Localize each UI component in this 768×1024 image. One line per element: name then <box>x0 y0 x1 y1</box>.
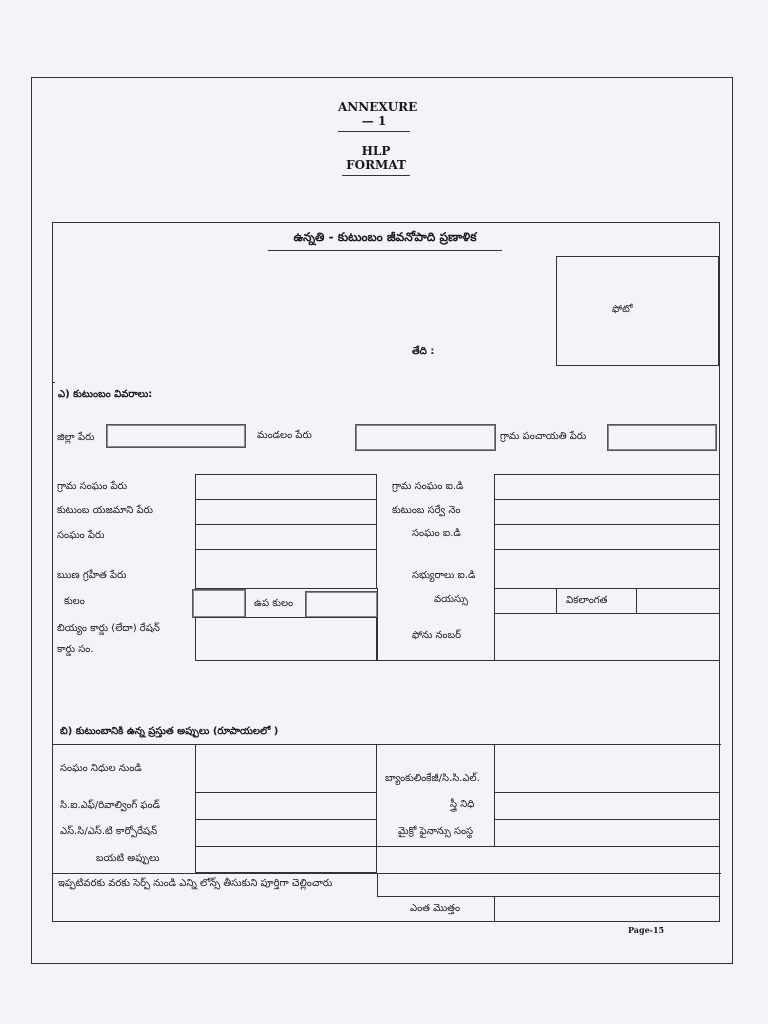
head-name-label: కుటుంబ యజమాని పేరు <box>57 505 153 516</box>
vo-id-field[interactable] <box>494 474 720 500</box>
caste-field[interactable] <box>192 589 246 618</box>
photo-label: ఫోటో <box>612 304 633 315</box>
shg-id-field[interactable] <box>494 524 720 550</box>
sub-caste-label: ఉప కులం <box>254 598 294 609</box>
vo-name-label: గ్రామ సంఘం పేరు <box>57 481 128 492</box>
member-id-field[interactable] <box>494 549 720 589</box>
outside-loans-field[interactable] <box>195 846 377 873</box>
ration-card-label-2: కార్డు సం. <box>57 644 94 655</box>
phone-field[interactable] <box>494 613 720 661</box>
borrower-name-field[interactable] <box>195 549 377 589</box>
mandal-field[interactable] <box>355 424 496 451</box>
annexure-heading: ANNEXURE — 1 <box>338 100 410 132</box>
panchayat-label: గ్రామ పంచాయతి పేరు <box>500 431 587 442</box>
phone-label: ఫోను నంబర్ <box>412 630 462 641</box>
repaid-label: ఇప్పటివరకు వరకు సెర్ప్ నుండి ఎన్ని లోన్స్ తీసుకుని పూర్తిగా చెల్లించారు <box>58 878 333 889</box>
mandal-label: మండలం పేరు <box>257 430 312 441</box>
scst-field[interactable] <box>195 819 377 847</box>
borrower-name-label: ఋణ గ్రహీత పేరు <box>57 570 127 581</box>
micro-finance-field[interactable] <box>494 819 720 847</box>
middle-divider <box>377 588 378 661</box>
disability-field[interactable] <box>636 588 720 614</box>
total-field[interactable] <box>494 896 720 922</box>
head-name-field[interactable] <box>195 499 377 525</box>
format-title: HLP FORMAT <box>342 144 410 176</box>
stree-nidhi-label: స్త్రీ నిధి <box>450 799 475 810</box>
photo-box <box>556 256 719 366</box>
bottom-row-line <box>377 660 494 661</box>
outside-loans-label: బయటి అప్పులు <box>96 853 160 864</box>
form-title: ఉన్నతి - కుటుంబం జీవనోపాది ప్రణాళిక <box>268 230 502 251</box>
sub-caste-field[interactable] <box>305 591 378 618</box>
micro-finance-bottom-line <box>377 846 720 847</box>
section-a-top-line <box>53 382 55 383</box>
survey-no-label: కుటుంబ సర్వే నెం <box>392 505 461 516</box>
shg-name-field[interactable] <box>195 524 377 550</box>
district-field[interactable] <box>106 424 246 448</box>
caste-label: కులం <box>64 596 85 607</box>
section-b-title: బి) కుటుంబానికి ఉన్న ప్రస్తుత అప్పులు (రూపాయలలో ) <box>60 726 279 737</box>
vo-id-label: గ్రామ సంఘం ఐ.డి <box>392 481 464 492</box>
cif-label: సి.ఐ.ఎఫ్/రివాల్వింగ్ ఫండ్ <box>60 800 160 811</box>
panchayat-field[interactable] <box>607 424 717 451</box>
section-b-left-line <box>52 744 53 922</box>
disability-label: వికలాంగత <box>566 595 608 606</box>
stree-nidhi-field[interactable] <box>494 792 720 820</box>
survey-no-field[interactable] <box>494 499 720 525</box>
shg-funds-label: సంఘం నిధుల నుండి <box>60 763 142 774</box>
scst-label: ఎస్.సి/ఎస్.టి కార్పోరేషన్ <box>60 826 158 837</box>
shg-name-label: సంఘం పేరు <box>57 530 105 541</box>
district-label: జిల్లా పేరు <box>57 432 95 443</box>
vo-name-field[interactable] <box>195 474 377 500</box>
shg-funds-field[interactable] <box>195 744 377 793</box>
page-number: Page-15 <box>628 925 665 935</box>
cif-field[interactable] <box>195 792 377 820</box>
age-label: వయస్సు <box>434 594 469 605</box>
ration-card-field[interactable] <box>195 617 377 661</box>
section-a-title: ఎ) కుటుంబం వివరాలు: <box>58 389 153 400</box>
age-field[interactable] <box>494 588 557 614</box>
bank-linkage-label: బ్యాంకులింకేజీ/సి.సి.ఎల్. <box>385 773 480 784</box>
repaid-field[interactable] <box>377 873 720 897</box>
total-label: ఎంత మొత్తం <box>410 903 461 914</box>
bank-linkage-field[interactable] <box>494 744 720 793</box>
member-id-label: సభ్యురాలు ఐ.డి <box>412 570 476 581</box>
micro-finance-label: మైక్రో ఫైనాన్సు సంస్థ <box>398 826 474 837</box>
date-label: తేది : <box>412 346 435 357</box>
ration-card-label: బియ్యం కార్డు (లేదా) రేషన్ <box>57 623 160 634</box>
shg-id-label: సంఘం ఐ.డి <box>412 528 461 539</box>
